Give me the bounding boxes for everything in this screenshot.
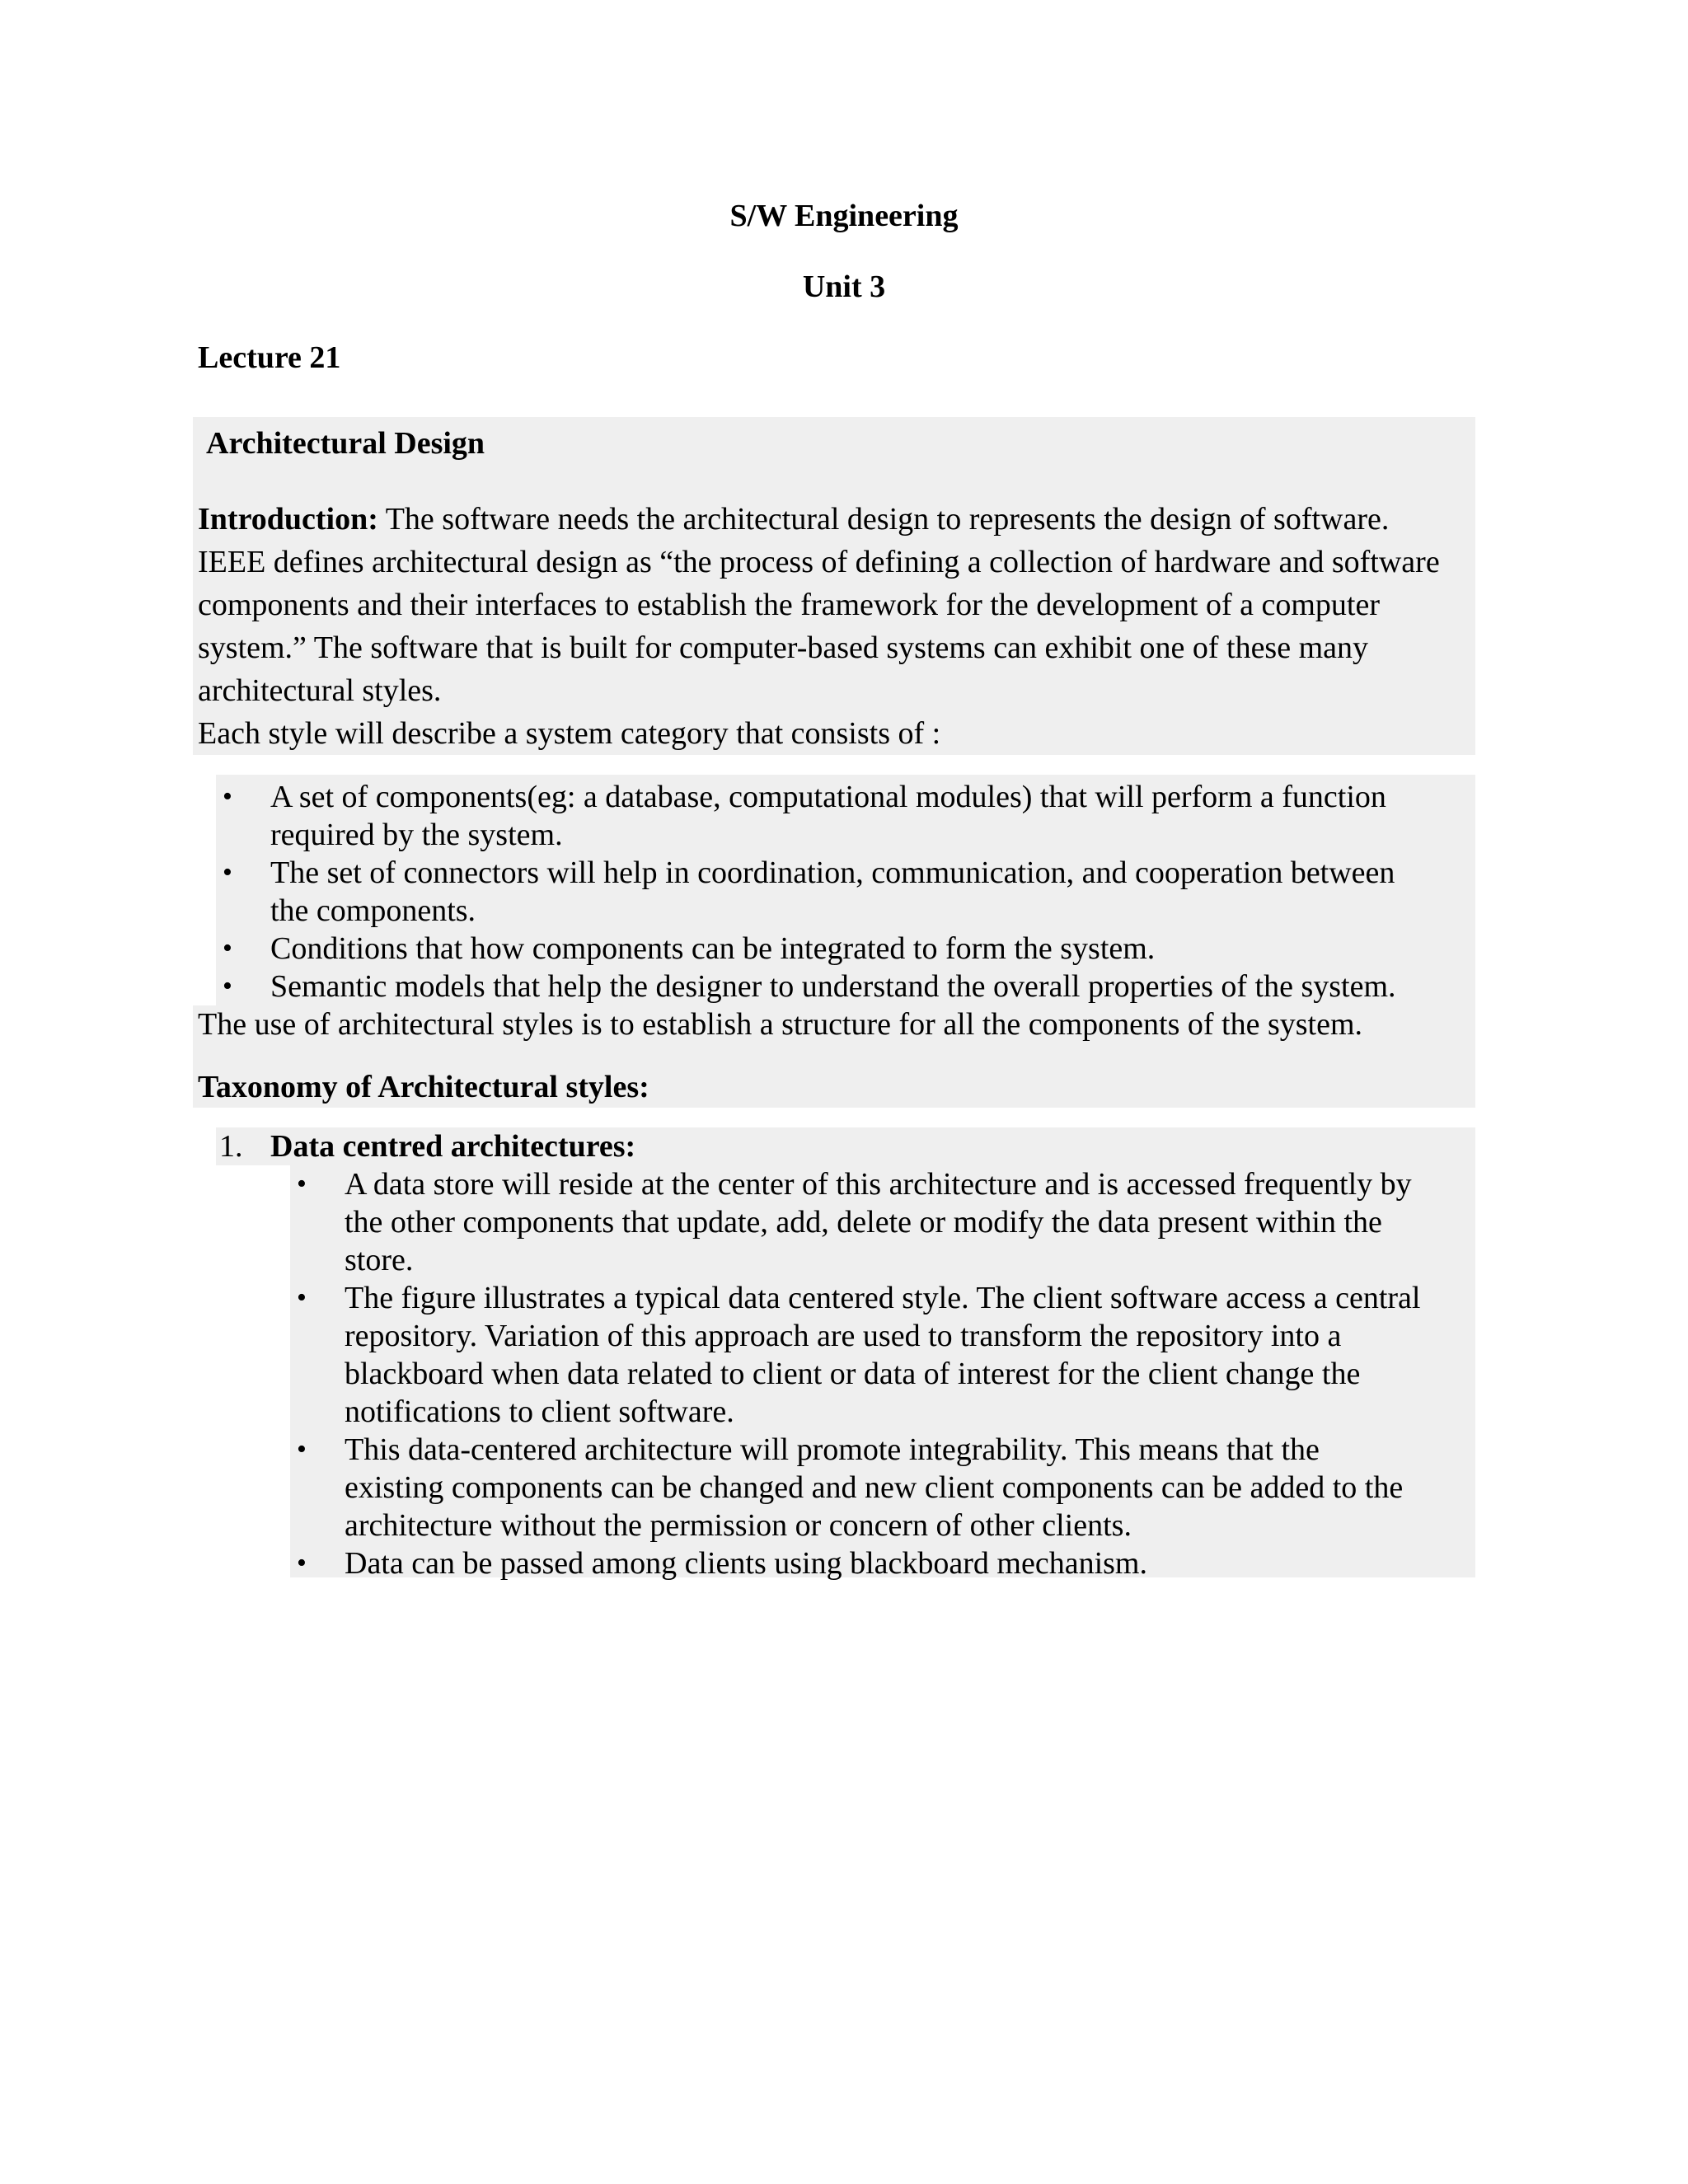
intro-line-1: Introduction: The software needs the architectural design to represents the design of software.	[198, 502, 1390, 537]
section-heading: Architectural Design	[206, 426, 485, 461]
list-item: • Conditions that how components can be integrated to form the system.	[223, 931, 1156, 966]
list-item: • The figure illustrates a typical data centered style. The client software access a central repository. Variation of this approach are used to transform the repository into a blackboard when data related to client or data of interest for the client change the notifications to client software.	[297, 1281, 1421, 1429]
intro-line-4: system.” The software that is built for computer-based systems can exhibit one of these many	[198, 630, 1369, 665]
course-title: S/W Engineering	[729, 199, 959, 233]
intro-line-3: components and their interfaces to establish the framework for the development of a computer	[198, 588, 1380, 622]
list-item: • This data-centered architecture will promote integrability. This means that the existing components can be changed and new client components can be added to the architecture without the permission or concern of other clients.	[297, 1432, 1404, 1543]
item1-title: Data centred architectures:	[270, 1129, 636, 1164]
bullet-icon: •	[297, 1169, 307, 1199]
bullet-icon: •	[297, 1548, 307, 1578]
unit-title: Unit 3	[802, 269, 886, 304]
intro-line-6: Each style will describe a system category that consists of :	[198, 716, 941, 751]
item1-number: 1.	[219, 1129, 243, 1164]
list-item: • A data store will reside at the center of this architecture and is accessed frequently by the other components that update, add, delete or modify the data present within the store.	[297, 1167, 1412, 1277]
taxonomy-heading: Taxonomy of Architectural styles:	[198, 1070, 649, 1104]
after-bullets-text: The use of architectural styles is to establish a structure for all the components of the system.	[198, 1007, 1362, 1042]
intro-label: Introduction:	[198, 502, 378, 537]
bullet-icon: •	[223, 971, 232, 1001]
bullet-icon: •	[223, 781, 232, 812]
bullet-icon: •	[223, 933, 232, 963]
bullet-icon: •	[223, 857, 232, 888]
list-item: • Data can be passed among clients using blackboard mechanism.	[297, 1546, 1147, 1581]
bullet-icon: •	[297, 1434, 307, 1465]
list-item: • A set of components(eg: a database, computational modules) that will perform a function required by the system.	[223, 780, 1386, 852]
list-item: • Semantic models that help the designer to understand the overall properties of the system.	[223, 969, 1396, 1004]
lecture-title: Lecture 21	[198, 340, 341, 375]
intro-line-5: architectural styles.	[198, 673, 442, 708]
bullet-icon: •	[297, 1282, 307, 1313]
list-item: • The set of connectors will help in coordination, communication, and cooperation between the components.	[223, 855, 1395, 928]
intro-line-2: IEEE defines architectural design as “the process of defining a collection of hardware and software	[198, 545, 1440, 579]
